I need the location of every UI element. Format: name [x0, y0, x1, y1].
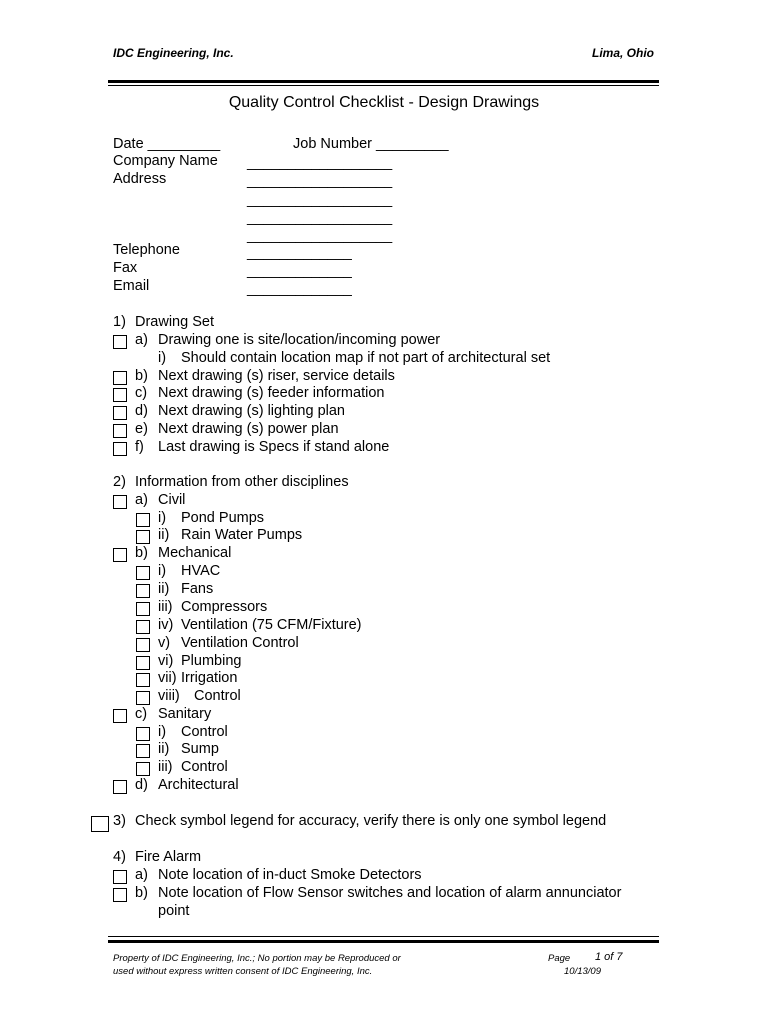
- item-text: Next drawing (s) feeder information: [158, 385, 385, 401]
- item-marker: b): [135, 368, 148, 384]
- item-text: Civil: [158, 492, 186, 508]
- item-text: Next drawing (s) power plan: [158, 421, 339, 437]
- address-label: Address: [113, 171, 167, 187]
- page-title: Quality Control Checklist - Design Drawings: [228, 94, 540, 111]
- item-text: Sump: [181, 741, 219, 757]
- item-marker: d): [135, 777, 148, 793]
- address-blank-4[interactable]: __________________: [247, 228, 393, 244]
- section-text: Check symbol legend for accuracy, verify there is only one symbol legend: [135, 813, 607, 829]
- footer-page-number: 1 of 7: [595, 951, 623, 963]
- item-text: Compressors: [181, 599, 268, 615]
- item-text: Control: [194, 688, 241, 704]
- company-name-label: Company Name: [113, 153, 218, 169]
- item-marker: vi): [158, 653, 174, 669]
- item-text: Drawing one is site/location/incoming power: [158, 332, 441, 348]
- item-marker: iii): [158, 759, 173, 775]
- footer-page-label: Page: [548, 953, 571, 964]
- item-text: Rain Water Pumps: [181, 527, 303, 543]
- item-text: Should contain location map if not part of architectural set: [181, 350, 551, 366]
- item-text: Ventilation (75 CFM/Fixture): [181, 617, 362, 633]
- checkbox-2b-vi[interactable]: [136, 656, 150, 670]
- item-marker: c): [135, 385, 148, 401]
- item-text: Note location of in-duct Smoke Detectors: [158, 867, 422, 883]
- item-marker: viii): [158, 688, 180, 704]
- item-marker: vii): [158, 670, 177, 686]
- item-marker: ii): [158, 527, 170, 543]
- item-marker: c): [135, 706, 148, 722]
- item-text: Mechanical: [158, 545, 232, 561]
- checkbox-1a[interactable]: [113, 335, 127, 349]
- item-marker: f): [135, 439, 144, 455]
- item-marker: i): [158, 724, 167, 740]
- checkbox-2b-v[interactable]: [136, 638, 150, 652]
- address-blank-2[interactable]: __________________: [247, 192, 393, 208]
- email-blank[interactable]: _____________: [247, 281, 352, 297]
- header-company: IDC Engineering, Inc.: [113, 46, 234, 60]
- checkbox-2b-viii[interactable]: [136, 691, 150, 705]
- footer-notice-line-1: Property of IDC Engineering, Inc.; No portion may be Reproduced or: [113, 953, 401, 964]
- checkbox-1d[interactable]: [113, 406, 127, 420]
- checkbox-4a[interactable]: [113, 870, 127, 884]
- checkbox-3[interactable]: [91, 816, 109, 832]
- item-marker: v): [158, 635, 171, 651]
- item-text: Next drawing (s) riser, service details: [158, 368, 395, 384]
- section-number: 1): [113, 314, 126, 330]
- section-title: Drawing Set: [135, 314, 214, 330]
- date-field[interactable]: Date _________: [113, 136, 221, 152]
- item-text: Irrigation: [181, 670, 238, 686]
- item-marker: ii): [158, 741, 170, 757]
- checkbox-1c[interactable]: [113, 388, 127, 402]
- item-text: Last drawing is Specs if stand alone: [158, 439, 390, 455]
- checkbox-2b-iv[interactable]: [136, 620, 150, 634]
- company-name-blank[interactable]: __________________: [247, 155, 393, 171]
- item-marker: e): [135, 421, 148, 437]
- checkbox-2a-i[interactable]: [136, 513, 150, 527]
- item-marker: ii): [158, 581, 170, 597]
- item-marker: a): [135, 867, 148, 883]
- checkbox-2b-vii[interactable]: [136, 673, 150, 687]
- checkbox-2c-i[interactable]: [136, 727, 150, 741]
- header-location: Lima, Ohio: [592, 46, 655, 60]
- item-marker: i): [158, 563, 167, 579]
- fax-blank[interactable]: _____________: [247, 263, 352, 279]
- item-text: Sanitary: [158, 706, 212, 722]
- item-marker: i): [158, 510, 167, 526]
- checkbox-2b-mechanical[interactable]: [113, 548, 127, 562]
- item-text: Plumbing: [181, 653, 242, 669]
- email-label: Email: [113, 278, 150, 294]
- checkbox-2d-architectural[interactable]: [113, 780, 127, 794]
- section-number: 2): [113, 474, 126, 490]
- header-rule-thick: [108, 80, 659, 83]
- item-text: Next drawing (s) lighting plan: [158, 403, 345, 419]
- header-rule-thin: [108, 85, 659, 86]
- checkbox-1f[interactable]: [113, 442, 127, 456]
- checkbox-2a-ii[interactable]: [136, 530, 150, 544]
- checkbox-2b-ii[interactable]: [136, 584, 150, 598]
- item-marker: a): [135, 332, 148, 348]
- checkbox-2c-ii[interactable]: [136, 744, 150, 758]
- section-title: Information from other disciplines: [135, 474, 349, 490]
- item-text: Architectural: [158, 777, 239, 793]
- item-marker: d): [135, 403, 148, 419]
- address-blank-1[interactable]: __________________: [247, 173, 393, 189]
- section-title: Fire Alarm: [135, 849, 202, 865]
- item-continuation: point: [158, 903, 190, 919]
- item-text: Ventilation Control: [181, 635, 299, 651]
- footer-rule-thick: [108, 940, 659, 943]
- item-text: Fans: [181, 581, 214, 597]
- item-marker: b): [135, 545, 148, 561]
- item-text: Note location of Flow Sensor switches and location of alarm annunciator: [158, 885, 622, 901]
- section-number: 3): [113, 813, 126, 829]
- item-marker: iii): [158, 599, 173, 615]
- telephone-label: Telephone: [113, 242, 180, 258]
- checkbox-4b[interactable]: [113, 888, 127, 902]
- telephone-blank[interactable]: _____________: [247, 245, 352, 261]
- checkbox-1b[interactable]: [113, 371, 127, 385]
- item-text: Control: [181, 759, 228, 775]
- checkbox-2b-i[interactable]: [136, 566, 150, 580]
- section-number: 4): [113, 849, 126, 865]
- checkbox-2b-iii[interactable]: [136, 602, 150, 616]
- job-number-field[interactable]: Job Number _________: [293, 136, 449, 152]
- address-blank-3[interactable]: __________________: [247, 210, 393, 226]
- item-text: Control: [181, 724, 228, 740]
- item-marker: b): [135, 885, 148, 901]
- item-text: HVAC: [181, 563, 221, 579]
- checkbox-2a-civil[interactable]: [113, 495, 127, 509]
- fax-label: Fax: [113, 260, 138, 276]
- checkbox-1e[interactable]: [113, 424, 127, 438]
- checkbox-2c-iii[interactable]: [136, 762, 150, 776]
- footer-notice-line-2: used without express written consent of IDC Engineering, Inc.: [113, 966, 373, 977]
- item-marker: i): [158, 350, 167, 366]
- item-marker: iv): [158, 617, 174, 633]
- item-marker: a): [135, 492, 148, 508]
- footer-date: 10/13/09: [564, 966, 601, 977]
- checkbox-2c-sanitary[interactable]: [113, 709, 127, 723]
- footer-rule-thin: [108, 936, 659, 937]
- item-text: Pond Pumps: [181, 510, 265, 526]
